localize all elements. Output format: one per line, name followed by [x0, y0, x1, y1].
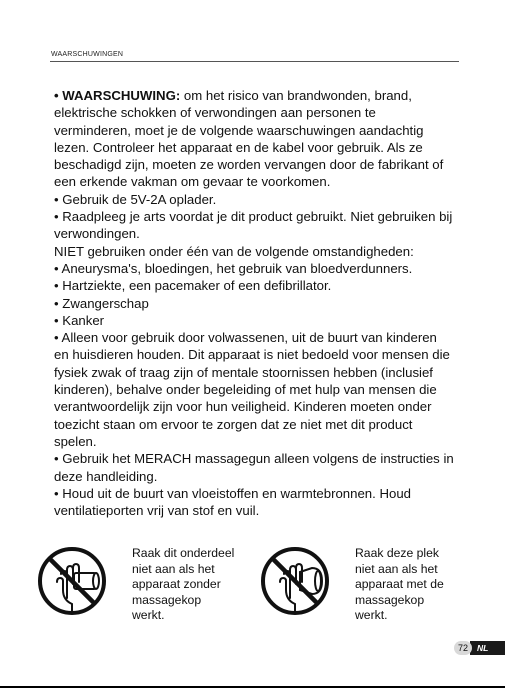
- page-number: 72: [454, 641, 472, 655]
- warning-block-no-head: [37, 546, 267, 626]
- language-tab: NL: [470, 641, 505, 655]
- warning-caption: Raak deze plek niet aan als het apparaat met de massagekop werkt.: [355, 546, 444, 623]
- contraindication-item: • Hartziekte, een pacemaker of een defibrillator.: [54, 278, 332, 294]
- no-touch-moving-head-icon: [260, 546, 330, 616]
- liquids-heat-bullet: • Houd uit de buurt van vloeistoffen en warmtebronnen. Houd ventilatieporten vrij van stof en vuil.: [54, 485, 411, 519]
- warnings-body: [54, 87, 454, 519]
- warning-block-with-head: [260, 546, 490, 626]
- warning-paragraph: [54, 87, 454, 191]
- charger-bullet: • Gebruik de 5V-2A oplader.: [54, 191, 217, 207]
- no-touch-moving-part-icon: [37, 546, 107, 616]
- page-footer: [454, 641, 505, 655]
- contraindication-item: • Aneurysma's, bloedingen, het gebruik van bloedverdunners.: [54, 260, 413, 276]
- header-divider: [50, 61, 459, 62]
- section-header: WAARSCHUWINGEN: [51, 51, 124, 58]
- contraindication-item: • Kanker: [54, 312, 105, 328]
- contraindication-item: • Zwangerschap: [54, 295, 149, 311]
- manual-use-bullet: • Gebruik het MERACH massagegun alleen volgens de instructies in deze handleiding.: [54, 451, 454, 484]
- warning-caption: Raak dit onderdeel niet aan als het apparaat zonder massagekop werkt.: [132, 546, 235, 623]
- warning-paragraph-text: om het risico van brandwonden, brand, elektrische schokken of verwondingen aan personen te verminderen, moet je de volgende waarschuwingen aandachtig lezen. Controleer het apparaat en de kabel voor gebruik. Als ze beschadigd zijn, moeten ze worden vervangen door de fabrikant of een erkende vakman om gevaar te voorkomen.: [54, 88, 444, 190]
- contraindications-intro: NIET gebruiken onder één van de volgende omstandigheden:: [54, 243, 414, 259]
- warning-lead: • WAARSCHUWING:: [54, 88, 181, 103]
- adults-only-bullet: • Alleen voor gebruik door volwassenen, uit de buurt van kinderen en huisdieren houden. Dit apparaat is niet bedoeld voor mensen die fysiek zwak of traag zijn of mentale stoornissen hebben (inclusief kinderen), behalve onder begeleiding of met hulp van mensen die verantwoordelijk zijn voor hun veiligheid. Kinderen moeten onder toezicht staan om ervoor te zorgen dat ze niet met dit product spelen.: [54, 330, 450, 449]
- doctor-bullet: • Raadpleeg je arts voordat je dit product gebruikt. Niet gebruiken bij verwondingen.: [54, 209, 453, 242]
